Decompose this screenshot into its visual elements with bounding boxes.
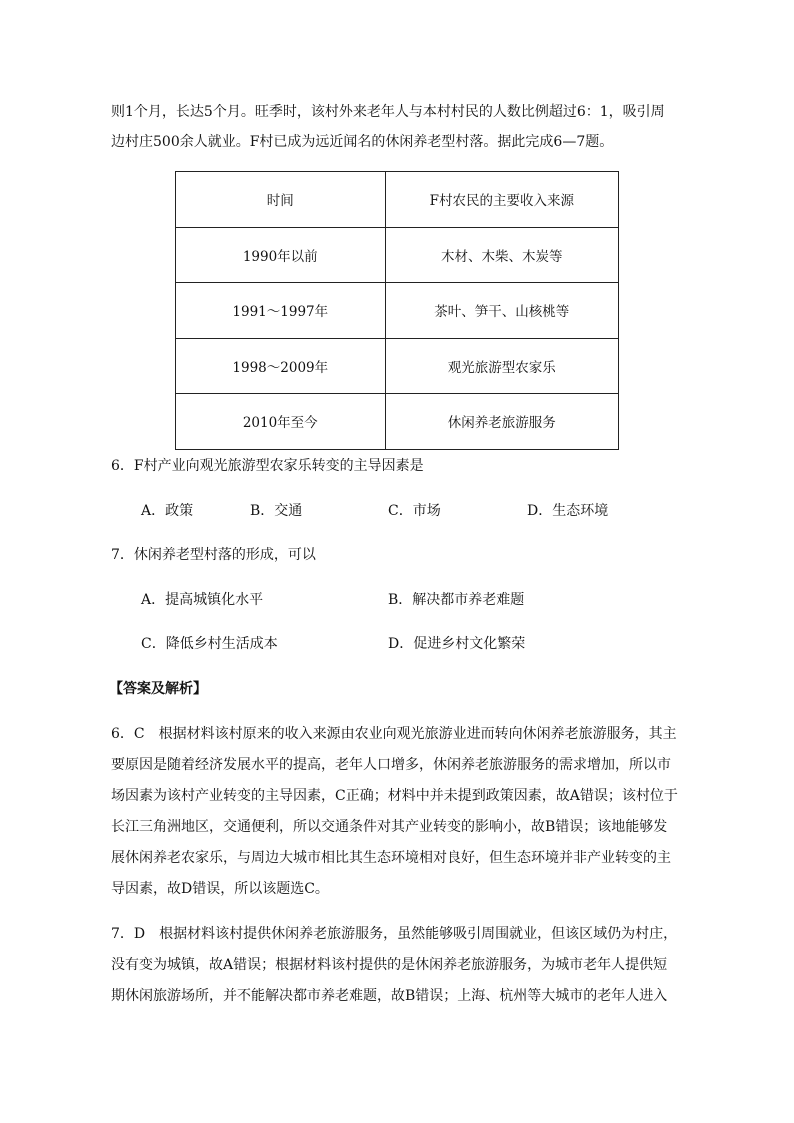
answer-6-line: 导因素，故D错误，所以该题选C。 xyxy=(111,881,329,897)
answer-6-line: 展休闲养老农家乐，与周边大城市相比其生态环境相对良好，但生态环境并非产业转变的主 xyxy=(111,850,671,866)
answer-6-line: 6．C 根据材料该村原来的收入来源由农业向观光旅游业进而转向休闲养老旅游服务，其主 xyxy=(111,726,677,742)
table-row xyxy=(176,394,619,450)
table-cell-income: 观光旅游型农家乐 xyxy=(385,338,618,394)
intro-line-2: 边村庄500余人就业。F村已成为远近闻名的休闲养老型村落。据此完成6—7题。 xyxy=(111,134,614,150)
question-7-option-d: D．促进乡村文化繁荣 xyxy=(388,636,526,652)
question-7-option-b: B．解决都市养老难题 xyxy=(388,592,525,608)
answer-6-line: 要原因是随着经济发展水平的提高，老年人口增多，休闲养老旅游服务的需求增加，所以市 xyxy=(111,757,671,773)
question-7-stem: 7．休闲养老型村落的形成，可以 xyxy=(111,547,316,563)
income-source-table xyxy=(175,171,619,450)
table-header-time: 时间 xyxy=(176,172,386,228)
table-row xyxy=(176,283,619,339)
table-row xyxy=(176,338,619,394)
question-6-option-b: B．交通 xyxy=(250,503,303,519)
question-6-option-d: D．生态环境 xyxy=(527,503,609,519)
question-7-option-c: C．降低乡村生活成本 xyxy=(141,636,278,652)
question-7-option-a: A．提高城镇化水平 xyxy=(141,592,264,608)
table-header-row xyxy=(176,172,619,228)
question-6-option-a: A．政策 xyxy=(141,503,194,519)
table-header-income: F村农民的主要收入来源 xyxy=(385,172,618,228)
table-cell-income: 茶叶、笋干、山核桃等 xyxy=(385,283,618,339)
answer-6-line: 长江三角洲地区，交通便利，所以交通条件对其产业转变的影响小，故B错误；该地能够发 xyxy=(111,819,668,835)
intro-line-1: 则1个月，长达5个月。旺季时，该村外来老年人与本村村民的人数比例超过6：1，吸引周 xyxy=(111,104,665,120)
table-cell-income: 木材、木柴、木炭等 xyxy=(385,227,618,283)
table-cell-period: 1998～2009年 xyxy=(176,338,386,394)
answer-6-line: 场因素为该村产业转变的主导因素，C正确；材料中并未提到政策因素，故A错误；该村位于 xyxy=(111,788,678,804)
table-cell-income: 休闲养老旅游服务 xyxy=(385,394,618,450)
table-cell-period: 1991～1997年 xyxy=(176,283,386,339)
answer-7-line: 7．D 根据材料该村提供休闲养老旅游服务，虽然能够吸引周围就业，但该区域仍为村庄， xyxy=(111,926,678,942)
table-row xyxy=(176,227,619,283)
answer-7-line: 没有变为城镇，故A错误；根据材料该村提供的是休闲养老旅游服务，为城市老年人提供短 xyxy=(111,957,668,973)
answer-heading: 【答案及解析】 xyxy=(109,681,207,697)
answer-7-line: 期休闲旅游场所，并不能解决都市养老难题，故B错误；上海、杭州等大城市的老年人进入 xyxy=(111,988,668,1004)
table-cell-period: 2010年至今 xyxy=(176,394,386,450)
question-6-option-c: C．市场 xyxy=(388,503,441,519)
table-cell-period: 1990年以前 xyxy=(176,227,386,283)
question-6-stem: 6．F村产业向观光旅游型农家乐转变的主导因素是 xyxy=(111,458,424,474)
